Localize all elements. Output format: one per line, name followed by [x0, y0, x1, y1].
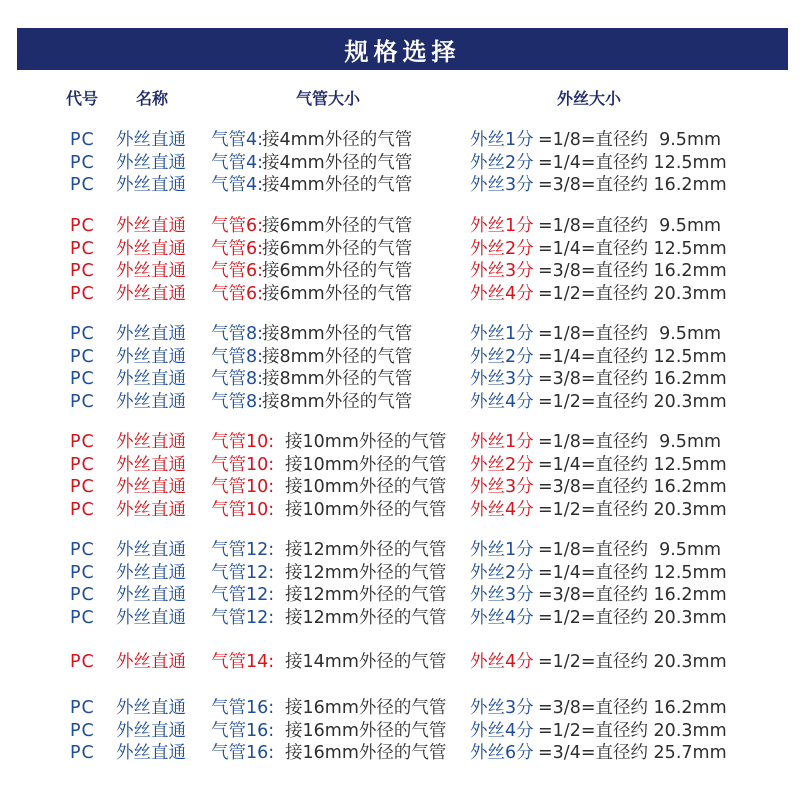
row-thread: 外丝4分 — [470, 391, 534, 412]
row-spec: =1/2=直径约 20.3mm — [538, 720, 727, 741]
row-spec: =1/8=直径约 9.5mm — [538, 130, 722, 150]
table-row — [0, 152, 800, 174]
row-description: 接12mm外径的气管 — [285, 607, 447, 628]
table-row — [0, 391, 800, 413]
row-thread: 外丝2分 — [470, 238, 534, 259]
row-tube: 气管12: — [211, 607, 275, 628]
header-code: 代号 — [66, 89, 99, 108]
row-name: 外丝直通 — [116, 454, 186, 475]
row-thread: 外丝4分 — [470, 499, 534, 520]
row-tube: 气管10: — [211, 432, 275, 452]
row-code: PC — [70, 585, 95, 605]
row-spec: =1/8=直径约 9.5mm — [538, 432, 722, 452]
row-name: 外丝直通 — [116, 540, 186, 560]
row-spec: =1/8=直径约 9.5mm — [538, 540, 722, 560]
row-spec: =3/4=直径约 25.7mm — [538, 743, 727, 763]
row-code: PC — [70, 216, 95, 236]
row-tube: 气管6: — [211, 216, 264, 236]
row-tube: 气管8: — [211, 324, 264, 344]
table-row — [0, 539, 800, 561]
row-thread: 外丝3分 — [470, 261, 534, 281]
row-code: PC — [70, 346, 95, 367]
row-spec: =1/2=直径约 20.3mm — [538, 607, 727, 628]
row-name: 外丝直通 — [116, 130, 186, 150]
row-description: 接8mm外径的气管 — [262, 346, 413, 367]
row-name: 外丝直通 — [116, 238, 186, 259]
row-name: 外丝直通 — [116, 346, 186, 367]
row-name: 外丝直通 — [116, 216, 186, 236]
row-tube: 气管10: — [211, 499, 275, 520]
row-spec: =1/4=直径约 12.5mm — [538, 152, 727, 173]
header-thread: 外丝大小 — [557, 89, 622, 108]
row-code: PC — [70, 130, 95, 150]
row-name: 外丝直通 — [116, 743, 186, 763]
row-code: PC — [70, 454, 95, 475]
row-tube: 气管8: — [211, 369, 264, 389]
table-row — [0, 368, 800, 390]
row-code: PC — [70, 175, 95, 195]
table-row — [0, 346, 800, 368]
row-spec: =1/8=直径约 9.5mm — [538, 216, 722, 236]
row-tube: 气管6: — [211, 261, 264, 281]
row-spec: =3/8=直径约 16.2mm — [538, 369, 727, 389]
row-code: PC — [70, 324, 95, 344]
row-spec: =1/2=直径约 20.3mm — [538, 652, 727, 672]
row-description: 接8mm外径的气管 — [262, 391, 413, 412]
row-name: 外丝直通 — [116, 175, 186, 195]
row-code: PC — [70, 152, 95, 173]
table-row — [0, 283, 800, 305]
row-thread: 外丝1分 — [470, 540, 534, 560]
row-code: PC — [70, 698, 95, 718]
row-spec: =1/4=直径约 12.5mm — [538, 562, 727, 583]
row-description: 接16mm外径的气管 — [285, 698, 447, 718]
row-tube: 气管16: — [211, 698, 275, 718]
row-thread: 外丝4分 — [470, 607, 534, 628]
row-name: 外丝直通 — [116, 607, 186, 628]
row-description: 接10mm外径的气管 — [285, 432, 447, 452]
row-thread: 外丝1分 — [470, 130, 534, 150]
row-spec: =3/8=直径约 16.2mm — [538, 698, 727, 718]
row-tube: 气管12: — [211, 562, 275, 583]
row-description: 接16mm外径的气管 — [285, 720, 447, 741]
table-row — [0, 454, 800, 476]
row-thread: 外丝1分 — [470, 432, 534, 452]
row-name: 外丝直通 — [116, 369, 186, 389]
row-spec: =1/2=直径约 20.3mm — [538, 283, 727, 304]
row-description: 接14mm外径的气管 — [285, 652, 447, 672]
row-code: PC — [70, 261, 95, 281]
row-tube: 气管6: — [211, 283, 264, 304]
row-thread: 外丝3分 — [470, 175, 534, 195]
table-row — [0, 129, 800, 151]
row-spec: =1/2=直径约 20.3mm — [538, 499, 727, 520]
table-row — [0, 607, 800, 629]
row-thread: 外丝1分 — [470, 324, 534, 344]
row-spec: =1/4=直径约 12.5mm — [538, 346, 727, 367]
row-spec: =1/4=直径约 12.5mm — [538, 454, 727, 475]
row-name: 外丝直通 — [116, 261, 186, 281]
row-description: 接12mm外径的气管 — [285, 585, 447, 605]
row-thread: 外丝2分 — [470, 454, 534, 475]
row-tube: 气管4: — [211, 130, 264, 150]
header-tube: 气管大小 — [296, 89, 361, 108]
table-row — [0, 720, 800, 742]
row-name: 外丝直通 — [116, 585, 186, 605]
row-name: 外丝直通 — [116, 499, 186, 520]
row-tube: 气管8: — [211, 391, 264, 412]
row-tube: 气管4: — [211, 175, 264, 195]
row-name: 外丝直通 — [116, 698, 186, 718]
row-description: 接10mm外径的气管 — [285, 477, 447, 497]
row-description: 接12mm外径的气管 — [285, 540, 447, 560]
row-description: 接10mm外径的气管 — [285, 499, 447, 520]
row-code: PC — [70, 477, 95, 497]
row-tube: 气管12: — [211, 540, 275, 560]
row-thread: 外丝2分 — [470, 152, 534, 173]
row-thread: 外丝1分 — [470, 216, 534, 236]
row-name: 外丝直通 — [116, 477, 186, 497]
row-thread: 外丝3分 — [470, 698, 534, 718]
row-spec: =1/8=直径约 9.5mm — [538, 324, 722, 344]
row-description: 接8mm外径的气管 — [262, 369, 413, 389]
row-description: 接6mm外径的气管 — [262, 261, 413, 281]
row-thread: 外丝4分 — [470, 720, 534, 741]
row-code: PC — [70, 652, 95, 672]
row-name: 外丝直通 — [116, 324, 186, 344]
row-tube: 气管4: — [211, 152, 264, 173]
row-thread: 外丝6分 — [470, 743, 534, 763]
row-tube: 气管16: — [211, 743, 275, 763]
table-row — [0, 174, 800, 196]
table-row — [0, 499, 800, 521]
row-tube: 气管10: — [211, 477, 275, 497]
row-name: 外丝直通 — [116, 283, 186, 304]
row-description: 接6mm外径的气管 — [262, 216, 413, 236]
row-name: 外丝直通 — [116, 152, 186, 173]
table-row — [0, 697, 800, 719]
row-spec: =1/2=直径约 20.3mm — [538, 391, 727, 412]
row-tube: 气管14: — [211, 652, 275, 672]
row-spec: =3/8=直径约 16.2mm — [538, 585, 727, 605]
row-code: PC — [70, 720, 95, 741]
row-code: PC — [70, 369, 95, 389]
row-tube: 气管6: — [211, 238, 264, 259]
row-description: 接12mm外径的气管 — [285, 562, 447, 583]
row-code: PC — [70, 540, 95, 560]
row-name: 外丝直通 — [116, 652, 186, 672]
row-thread: 外丝3分 — [470, 585, 534, 605]
row-description: 接16mm外径的气管 — [285, 743, 447, 763]
table-row — [0, 431, 800, 453]
table-row — [0, 476, 800, 498]
row-spec: =1/4=直径约 12.5mm — [538, 238, 727, 259]
row-thread: 外丝2分 — [470, 346, 534, 367]
row-description: 接4mm外径的气管 — [262, 175, 413, 195]
row-thread: 外丝3分 — [470, 477, 534, 497]
row-description: 接10mm外径的气管 — [285, 454, 447, 475]
row-description: 接4mm外径的气管 — [262, 130, 413, 150]
table-row — [0, 215, 800, 237]
table-row — [0, 562, 800, 584]
row-description: 接4mm外径的气管 — [262, 152, 413, 173]
table-row — [0, 323, 800, 345]
row-thread: 外丝2分 — [470, 562, 534, 583]
row-name: 外丝直通 — [116, 432, 186, 452]
table-row — [0, 651, 800, 673]
page-title: 规格选择 — [344, 37, 461, 66]
table-row — [0, 742, 800, 764]
row-thread: 外丝3分 — [470, 369, 534, 389]
table-row — [0, 238, 800, 260]
table-row — [0, 260, 800, 282]
row-spec: =3/8=直径约 16.2mm — [538, 261, 727, 281]
row-spec: =3/8=直径约 16.2mm — [538, 477, 727, 497]
row-code: PC — [70, 607, 95, 628]
row-code: PC — [70, 499, 95, 520]
row-thread: 外丝4分 — [470, 652, 534, 672]
table-row — [0, 584, 800, 606]
row-name: 外丝直通 — [116, 720, 186, 741]
row-tube: 气管8: — [211, 346, 264, 367]
row-code: PC — [70, 283, 95, 304]
row-tube: 气管12: — [211, 585, 275, 605]
row-name: 外丝直通 — [116, 391, 186, 412]
header-name: 名称 — [136, 89, 169, 108]
row-tube: 气管16: — [211, 720, 275, 741]
row-description: 接6mm外径的气管 — [262, 238, 413, 259]
row-spec: =3/8=直径约 16.2mm — [538, 175, 727, 195]
row-name: 外丝直通 — [116, 562, 186, 583]
row-tube: 气管10: — [211, 454, 275, 475]
row-thread: 外丝4分 — [470, 283, 534, 304]
row-code: PC — [70, 391, 95, 412]
row-code: PC — [70, 743, 95, 763]
row-code: PC — [70, 432, 95, 452]
row-code: PC — [70, 238, 95, 259]
row-code: PC — [70, 562, 95, 583]
row-description: 接6mm外径的气管 — [262, 283, 413, 304]
row-description: 接8mm外径的气管 — [262, 324, 413, 344]
